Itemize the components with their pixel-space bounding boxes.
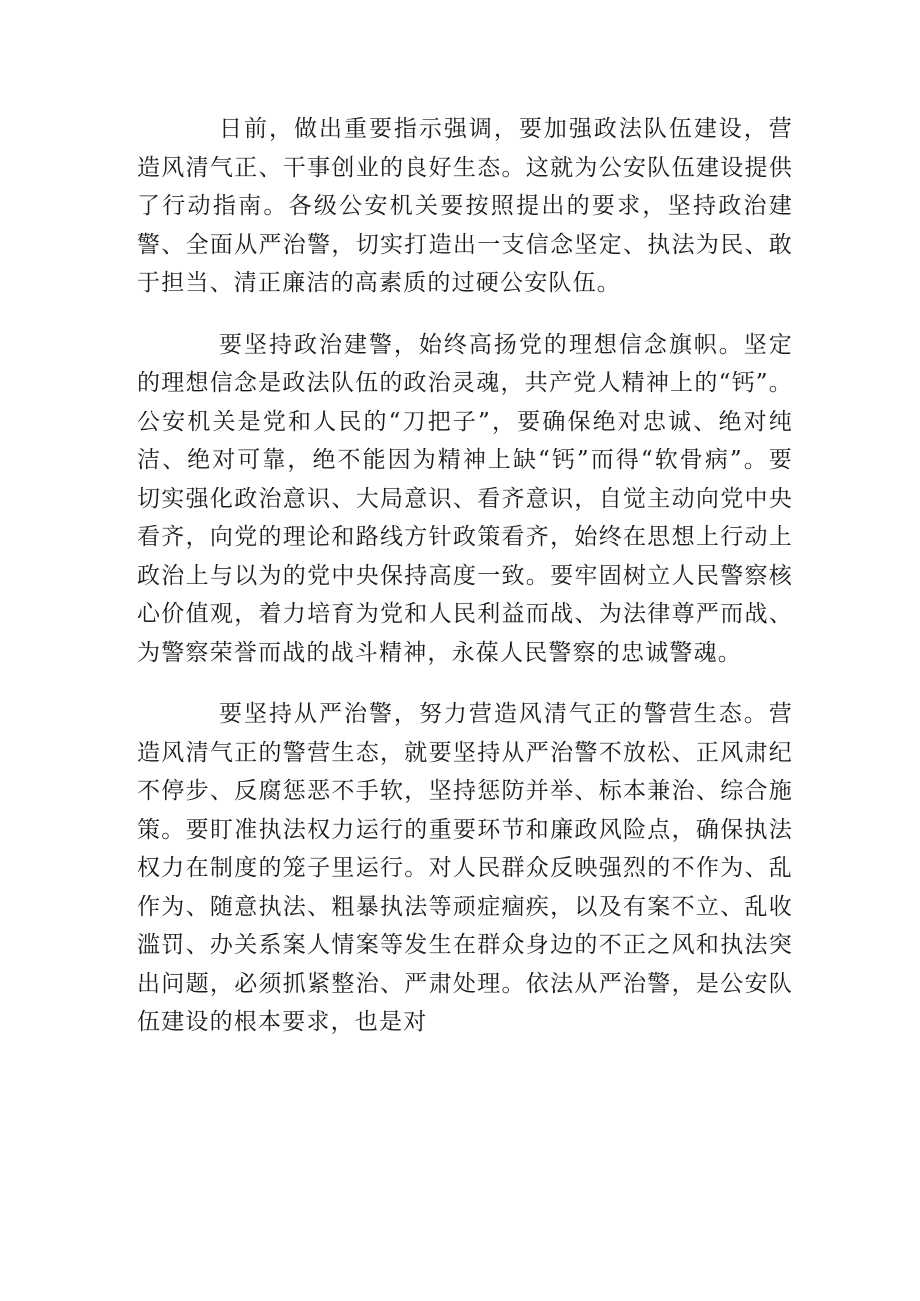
document-body (137, 110, 793, 1042)
paragraph-strict-governance: 要坚持从严治警，努力营造风清气正的警营生态。营造风清气正的警营生态，就要坚持从严治警不放松、正风肃纪不停步、反腐惩恶不手软，坚持惩防并举、标本兼治、综合施策。要盯准执法权力运行的重要环节和廉政风险点，确保执法权力在制度的笼子里运行。对人民群众反映强烈的不作为、乱作为、随意执法、粗暴执法等顽症痼疾，以及有案不立、乱收滥罚、办关系案人情案等发生在群众身边的不正之风和执法突出问题，必须抓紧整治、严肃处理。依法从严治警，是公安队伍建设的根本要求，也是对 (137, 701, 793, 1035)
paragraph-political-building: 要坚持政治建警，始终高扬党的理想信念旗帜。坚定的理想信念是政法队伍的政治灵魂，共产党人精神上的“钙”。公安机关是党和人民的“刀把子”，要确保绝对忠诚、绝对纯洁、绝对可靠，绝不能因为精神上缺“钙”而得“软骨病”。要切实强化政治意识、大局意识、看齐意识，自觉主动向党中央看齐，向党的理论和路线方针政策看齐，始终在思想上行动上政治上与以为的党中央保持高度一致。要牢固树立人民警察核心价值观，着力培育为党和人民利益而战、为法律尊严而战、为警察荣誉而战的战斗精神，永葆人民警察的忠诚警魂。 (137, 331, 793, 666)
paragraph-intro: 日前，做出重要指示强调，要加强政法队伍建设，营造风清气正、干事创业的良好生态。这就为公安队伍建设提供了行动指南。各级公安机关要按照提出的要求，坚持政治建警、全面从严治警，切实打造出一支信念坚定、执法为民、敢于担当、清正廉洁的高素质的过硬公安队伍。 (137, 116, 793, 296)
